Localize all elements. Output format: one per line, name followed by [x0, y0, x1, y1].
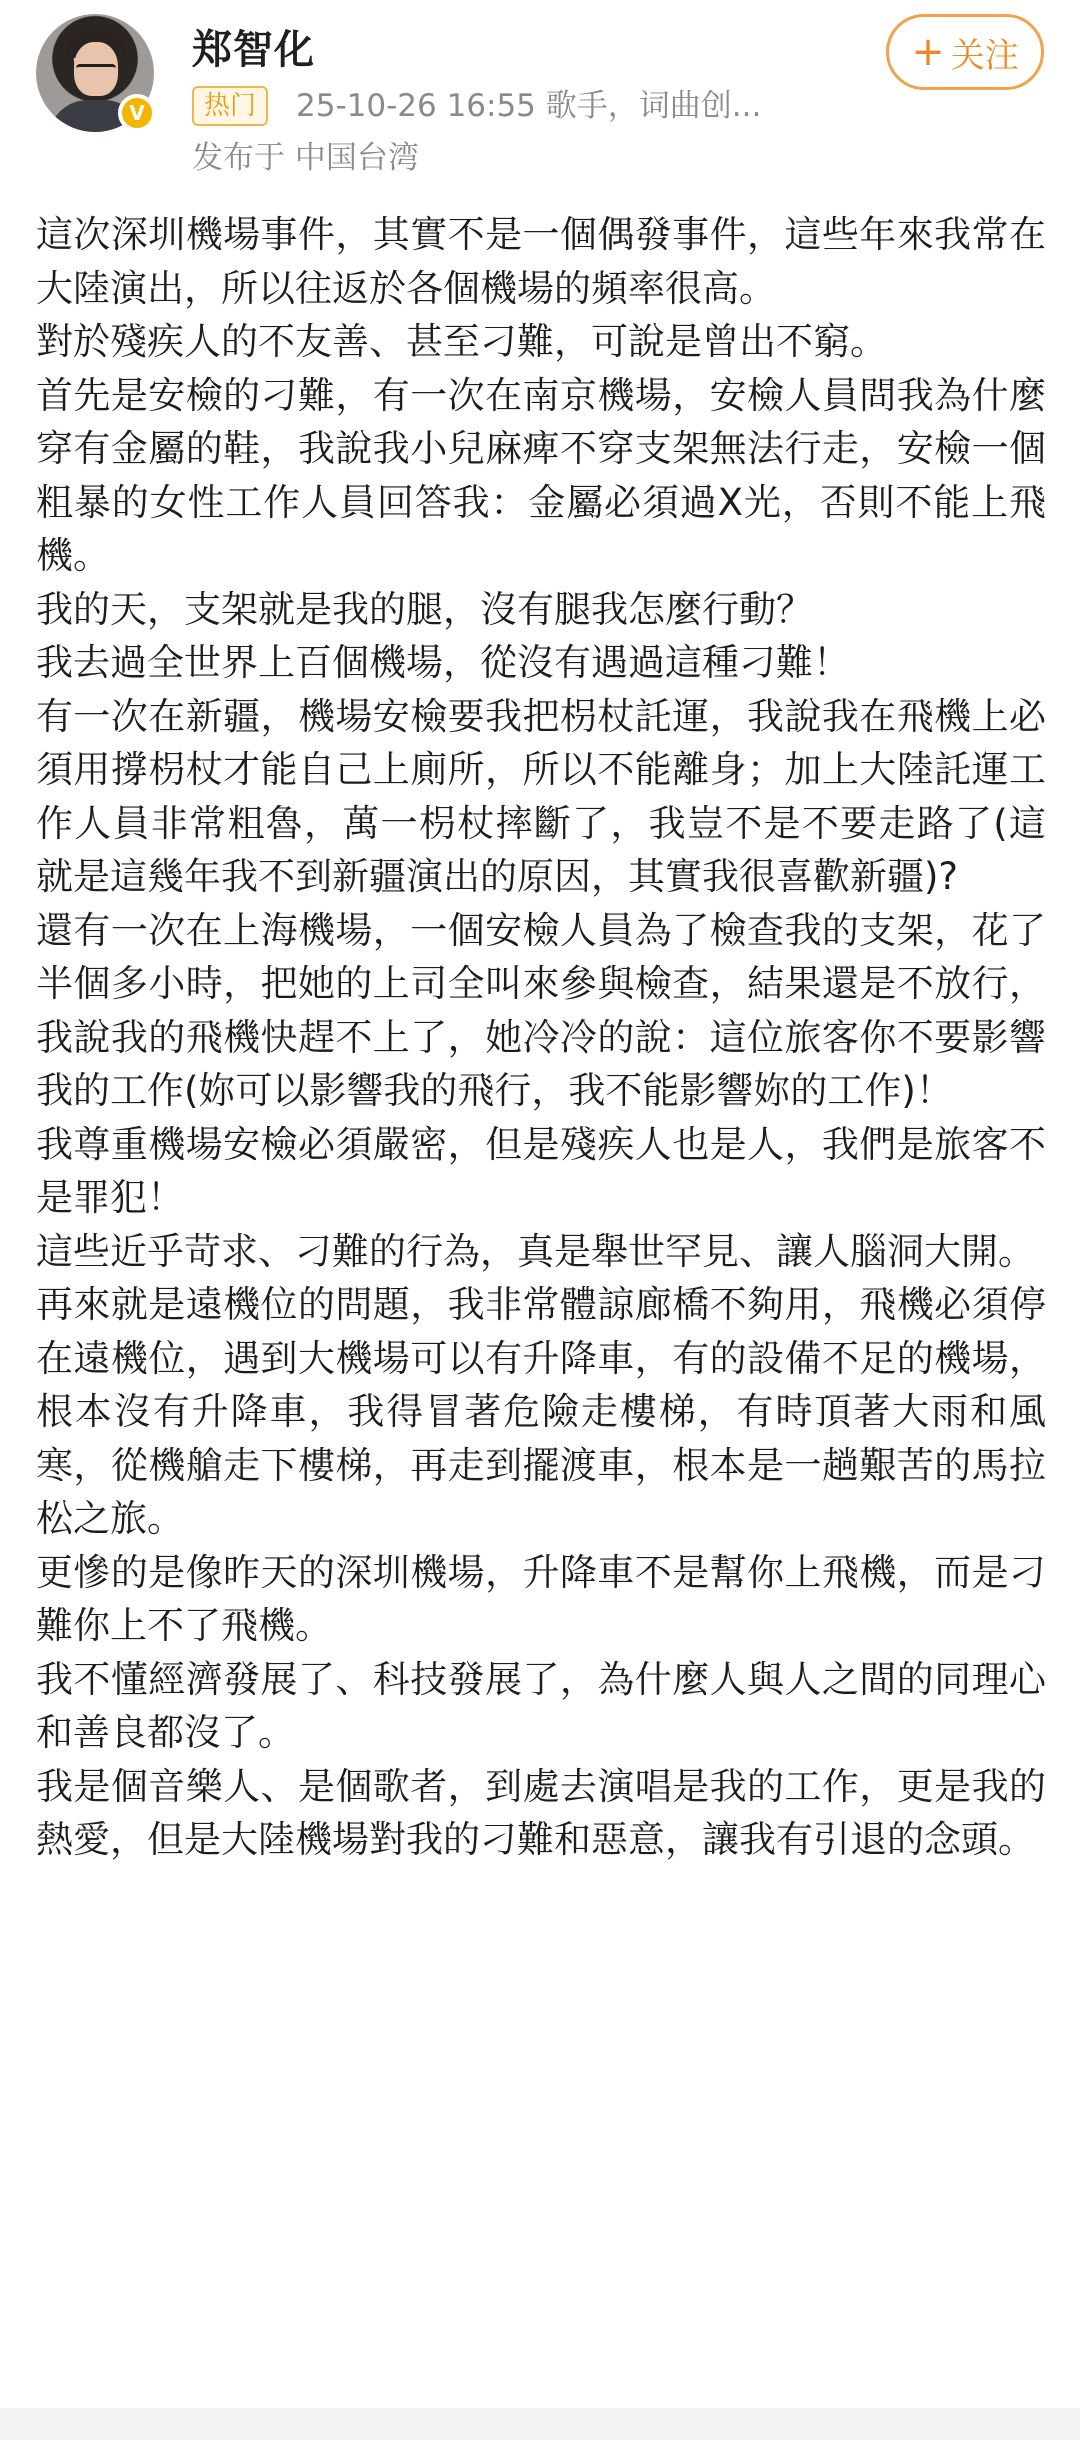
post-paragraph: 再來就是遠機位的問題，我非常體諒廊橋不夠用，飛機必須停在遠機位，遇到大機場可以有升降車，有的設備不足的機場，根本沒有升降車，我得冒著危險走樓梯，有時頂著大雨和風寒，從機艙走下樓梯，再走到擺渡車，根本是一趟艱苦的馬拉松之旅。: [36, 1283, 1046, 1540]
avatar-glasses: [76, 64, 116, 74]
post-paragraph: 我尊重機場安檢必須嚴密，但是殘疾人也是人，我們是旅客不是罪犯！: [36, 1122, 1046, 1219]
post-meta: 25-10-26 16:55 歌手，词曲创...: [296, 88, 762, 124]
post-paragraph: 對於殘疾人的不友善、甚至刁難，可說是曾出不窮。: [36, 320, 887, 363]
post-paragraph: 我去過全世界上百個機場，從沒有遇過這種刁難！: [36, 641, 850, 684]
post-paragraph: 這次深圳機場事件，其實不是一個偶發事件，這些年來我常在大陸演出，所以往返於各個機場的頻率很高。: [36, 213, 1046, 310]
plus-icon: +: [911, 29, 945, 75]
bottom-strip: [0, 2408, 1080, 2440]
post-paragraph: 我是個音樂人、是個歌者，到處去演唱是我的工作，更是我的熱愛，但是大陸機場對我的刁難和惡意，讓我有引退的念頭。: [36, 1764, 1046, 1861]
post-paragraph: 這些近乎苛求、刁難的行為，真是舉世罕見、讓人腦洞大開。: [36, 1229, 1035, 1273]
post-location: 发布于 中国台湾: [192, 140, 419, 176]
post-paragraph: 更慘的是像昨天的深圳機場，升降車不是幫你上飛機，而是刁難你上不了飛機。: [36, 1550, 1046, 1647]
post-paragraph: 我不懂經濟發展了、科技發展了，為什麼人與人之間的同理心和善良都沒了。: [36, 1657, 1046, 1754]
follow-button[interactable]: [886, 14, 1044, 90]
post-body: [36, 208, 1046, 1867]
hot-tag-badge: 热门: [192, 86, 268, 126]
follow-button-label: 关注: [950, 35, 1019, 76]
post-paragraph: 我的天，支架就是我的腿，沒有腿我怎麼行動？: [36, 587, 813, 631]
post-paragraph: 還有一次在上海機場，一個安檢人員為了檢查我的支架，花了半個多小時，把她的上司全叫來參與檢查，結果還是不放行，我說我的飛機快趕不上了，她冷冷的說：這位旅客你不要影響我的工作(妳可以影響我的飛行，我不能影響妳的工作)！: [36, 908, 1046, 1112]
username[interactable]: 郑智化: [192, 27, 315, 73]
post-paragraph: 首先是安檢的刁難，有一次在南京機場，安檢人員問我為什麼穿有金屬的鞋，我說我小兒麻痺不穿支架無法行走，安檢一個粗暴的女性工作人員回答我：金屬必須過X光，否則不能上飛機。: [36, 373, 1046, 577]
verified-badge-icon: V: [118, 94, 156, 132]
post-paragraph: 有一次在新疆，機場安檢要我把枴杖託運，我說我在飛機上必須用撐枴杖才能自己上廁所，所以不能離身；加上大陸託運工作人員非常粗魯，萬一枴杖摔斷了，我豈不是不要走路了(這就是這幾年我不到新疆演出的原因，其實我很喜歡新疆)?: [36, 694, 1046, 898]
